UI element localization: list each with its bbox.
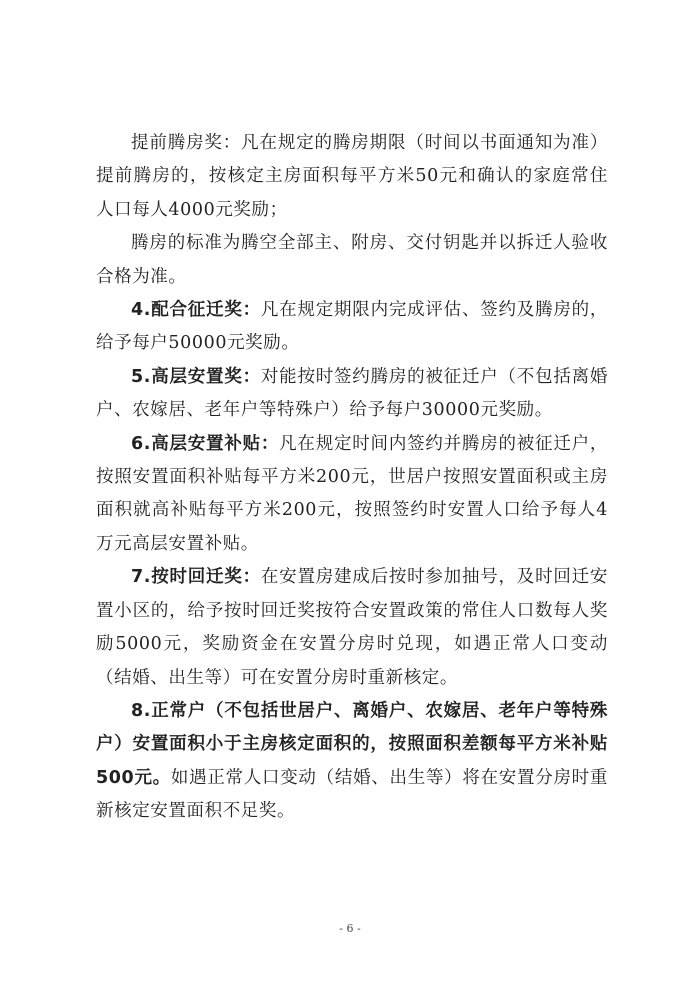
paragraph-text: 腾房的标准为腾空全部主、附房、交付钥匙并以拆迁人验收合格为准。 <box>96 233 608 287</box>
paragraph-text: 如遇正常人口变动（结婚、出生等）将在安置分房时重新核定安置面积不足奖。 <box>96 767 608 822</box>
paragraph-early-vacate-reward <box>96 127 608 227</box>
paragraph-highrise-reward <box>96 361 608 428</box>
paragraph-text: 在安置房建成后按时参加抽号，及时回迁安置小区的，给予按时回迁奖按符合安置政策的常住人口数每人奖励5000元，奖励资金在安置分房时兑现，如遇正常人口变动（结婚、出生等）可在安置分房时重新核定。 <box>96 567 609 688</box>
paragraph-lead: 7.按时回迁奖： <box>131 567 261 588</box>
paragraph-lead: 6.高层安置补贴： <box>131 433 280 454</box>
page-number: - 6 - <box>339 922 361 935</box>
paragraph-lead: 5.高层安置奖： <box>131 366 261 387</box>
paragraph-text: 凡在规定期限内完成评估、签约及腾房的，给予每户50000元奖励。 <box>96 300 609 354</box>
paragraph-text: 提前腾房奖：凡在规定的腾房期限（时间以书面通知为准）提前腾房的，按核定主房面积每平方米50元和确认的家庭常住人口每人4000元奖励； <box>96 133 608 220</box>
paragraph-highrise-subsidy <box>96 428 608 562</box>
paragraph-lead: 4.配合征迁奖： <box>131 300 261 321</box>
paragraph-vacate-standard <box>96 227 608 294</box>
paragraph-timely-return-reward <box>96 561 608 695</box>
paragraph-text: 对能按时签约腾房的被征迁户（不包括离婚户、农嫁居、老年户等特殊户）给予每户30000元奖励。 <box>96 366 609 421</box>
paragraph-text: 凡在规定时间内签约并腾房的被征迁户，按照安置面积补贴每平方米200元，世居户按照安置面积或主房面积就高补贴每平方米200元，按照签约时安置人口给予每人4万元高层安置补贴。 <box>96 433 608 554</box>
paragraph-cooperation-reward <box>96 294 608 361</box>
document-body <box>96 127 608 829</box>
paragraph-lead: 8.正常户（不包括世居户、离婚户、农嫁居、老年户等特殊户）安置面积小于主房核定面积的，按照面积差额每平方米补贴500元。 <box>96 700 608 788</box>
paragraph-area-shortfall-subsidy <box>96 695 608 829</box>
